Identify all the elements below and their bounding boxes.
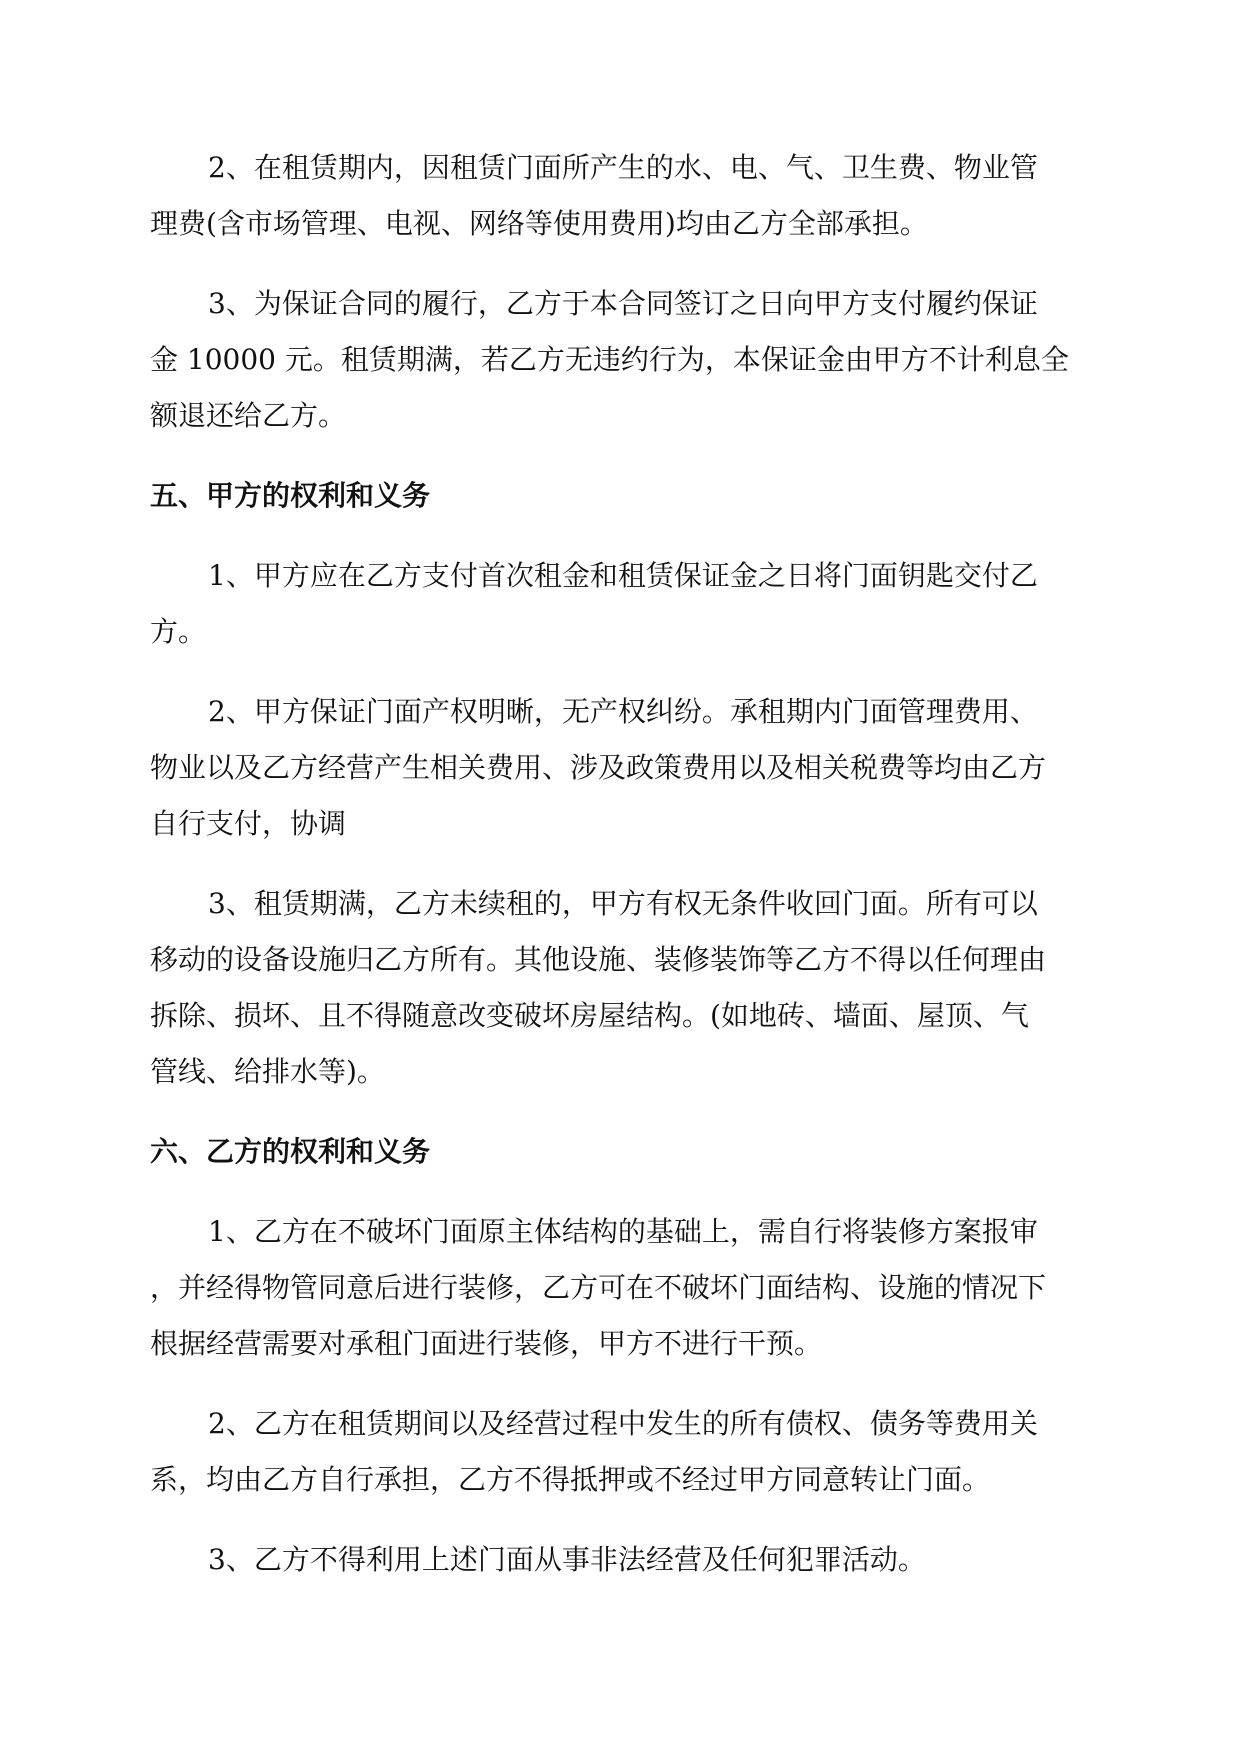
paragraph-line: 自行支付，协调 (150, 807, 347, 840)
document-page (150, 140, 1092, 1588)
paragraph-line: 金 10000 元。租赁期满，若乙方无违约行为，本保证金由甲方不计利息全 (150, 343, 1069, 376)
section5-heading: 五、甲方的权利和义务 (150, 479, 431, 512)
paragraph-line: 方。 (150, 615, 207, 648)
paragraph-line: 管线、给排水等)。 (150, 1055, 385, 1088)
paragraph-line: 2、甲方保证门面产权明晰，无产权纠纷。承租期内门面管理费用、 (208, 695, 1038, 728)
paragraph-line: 1、甲方应在乙方支付首次租金和租赁保证金之日将门面钥匙交付乙 (208, 559, 1038, 592)
paragraph-line: ，并经得物管同意后进行装修，乙方可在不破坏门面结构、设施的情况下 (150, 1271, 1047, 1304)
section6-item-2 (150, 1396, 1092, 1508)
section4-item-3 (150, 276, 1092, 444)
paragraph-line: 移动的设备设施归乙方所有。其他设施、装修装饰等乙方不得以任何理由 (150, 943, 1047, 976)
paragraph-line: 拆除、损坏、且不得随意改变破坏房屋结构。(如地砖、墙面、屋顶、气 (150, 999, 1029, 1032)
section6-item-1 (150, 1204, 1092, 1372)
section6-item-3 (150, 1532, 1092, 1588)
section5-item-3 (150, 876, 1092, 1100)
paragraph-line: 理费(含市场管理、电视、网络等使用费用)均由乙方全部承担。 (150, 207, 928, 240)
paragraph-line: 2、在租赁期内，因租赁门面所产生的水、电、气、卫生费、物业管 (208, 151, 1038, 184)
section4-item-2 (150, 140, 1092, 252)
section5-item-2 (150, 684, 1092, 852)
paragraph-line: 3、租赁期满，乙方未续租的，甲方有权无条件收回门面。所有可以 (208, 887, 1038, 920)
paragraph-line: 2、乙方在租赁期间以及经营过程中发生的所有债权、债务等费用关 (208, 1407, 1038, 1440)
paragraph-line: 系，均由乙方自行承担，乙方不得抵押或不经过甲方同意转让门面。 (150, 1463, 991, 1496)
section5-item-1 (150, 548, 1092, 660)
paragraph-line: 3、乙方不得利用上述门面从事非法经营及任何犯罪活动。 (208, 1543, 926, 1576)
paragraph-line: 3、为保证合同的履行，乙方于本合同签订之日向甲方支付履约保证 (208, 287, 1038, 320)
paragraph-line: 根据经营需要对承租门面进行装修，甲方不进行干预。 (150, 1327, 823, 1360)
paragraph-line: 额退还给乙方。 (150, 399, 347, 432)
section6-heading: 六、乙方的权利和义务 (150, 1135, 431, 1168)
paragraph-line: 物业以及乙方经营产生相关费用、涉及政策费用以及相关税费等均由乙方 (150, 751, 1047, 784)
paragraph-line: 1、乙方在不破坏门面原主体结构的基础上，需自行将装修方案报审 (208, 1215, 1038, 1248)
